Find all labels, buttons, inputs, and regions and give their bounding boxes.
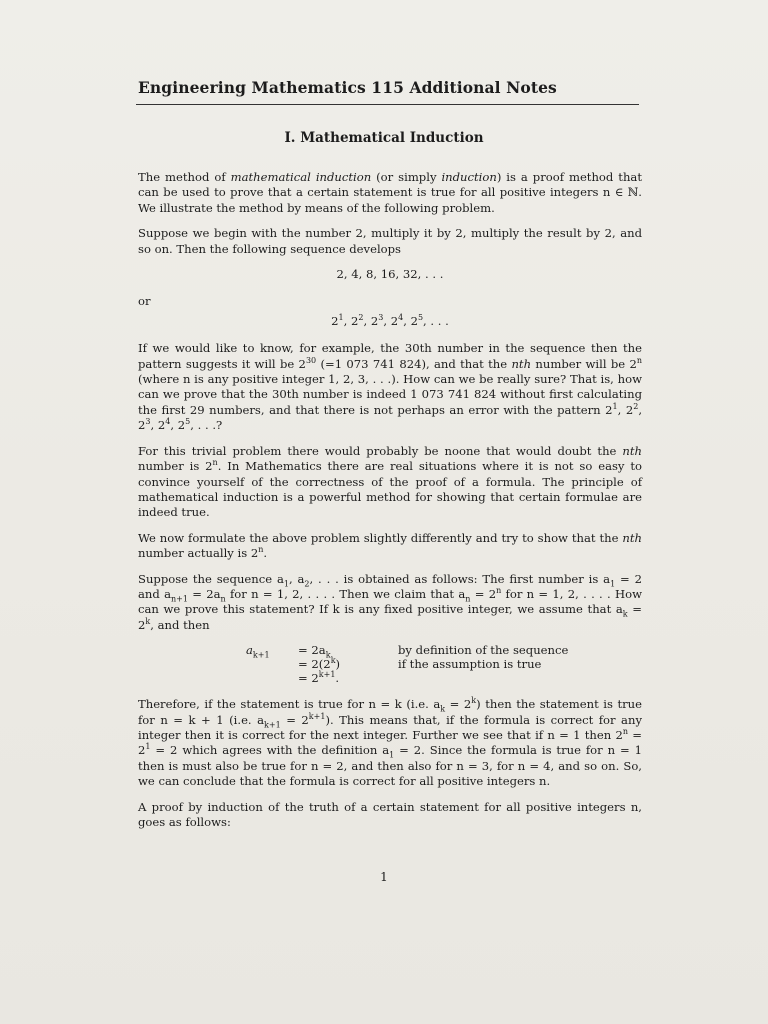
- equation-sequence: 2, 4, 8, 16, 32, . . .: [336, 267, 444, 282]
- derivation-note: by definition of the sequence: [398, 643, 569, 658]
- paragraph-intro: The method of mathematical induction (or simply induction) is a proof method that can be used to prove that a certain statement is true for all positive integers n ∈ ℕ. We illustrate the method by means of the following problem.: [138, 170, 642, 215]
- page-number: 1: [380, 870, 388, 884]
- or-label: or: [138, 294, 151, 309]
- section-title: I. Mathematical Induction: [284, 130, 484, 146]
- paragraph-conclusion: Therefore, if the statement is true for n = k (i.e. $a_k = 2^k$) then the statement is true for n = k + 1 (i.e. $a_{k+1} = 2^{k+1}$). This means that, if the formula is correct for any integer then it is correct for the next integer. Further we see that if n = 1 then $2^n = 2^1 = 2$ which agrees with the definition $a_1 = 2$. Since the formula is true for n = 1 then is must also be true for n = 2, and then also for n = 3, for n = 4, and so on. So, we can conclude that the formula is correct for all positive integers n.: [138, 696, 642, 789]
- paragraph-question: If we would like to know, for example, the 30th number in the sequence then the pattern suggests it will be $2^{30}$ (=1 073 741 824), and that the nth number will be 2$^n$ (where n is any positive integer 1, 2, 3, . . .). How can we be really sure? That is, how can we prove that the 30th number is indeed 1 073 741 824 without first calculating the first 29 numbers, and that there is not perhaps an error with the pattern $2^1$, $2^2$, $2^3$, $2^4$, $2^5$, . . .?: [138, 341, 643, 433]
- derivation-lhs: $a_{k+1}$: [246, 643, 270, 660]
- header-rule: [136, 104, 639, 105]
- derivation-note: if the assumption is true: [398, 657, 542, 672]
- paragraph-principle: For this trivial problem there would probably be noone that would doubt the nth number is 2$^n$. In Mathematics there are real situations where it is not so easy to convince yourself of the correctness of the proof of a formula. The principle of mathematical induction is a powerful method for showing that certain formulae are indeed true.: [138, 443, 642, 520]
- paragraph-reformulate: We now formulate the above problem slightly differently and try to show that the nth number actually is 2$^n$.: [138, 530, 642, 561]
- document-body: [138, 170, 642, 840]
- paragraph-proof-outline: A proof by induction of the truth of a certain statement for all positive integers n, goes as follows:: [138, 799, 642, 829]
- paragraph-sequence: Suppose we begin with the number 2, multiply it by 2, multiply the result by 2, and so on. Then the following sequence develops: [138, 226, 642, 256]
- derivation-block: $a_{k+1}$ = $2a_k$ by definition of the sequence = $2(2^k)$ if the assumption is true = $2^{k+1}$.: [242, 643, 572, 685]
- document-header: Engineering Mathematics 115 Additional Notes: [138, 78, 557, 97]
- paragraph-definition: Suppose the sequence $a_1$, $a_2$, . . . is obtained as follows: The first number is $a_1 = 2$ and $a_{n+1} = 2a_n$ for n = 1, 2, . . . . Then we claim that $a_n = 2^n$ for n = 1, 2, . . . . How can we prove this statement? If k is any fixed positive integer, we assume that $a_k = 2^k$, and then: [138, 571, 642, 632]
- equation-powers: $2^1$, $2^2$, $2^3$, $2^4$, $2^5$, . . .: [331, 312, 449, 328]
